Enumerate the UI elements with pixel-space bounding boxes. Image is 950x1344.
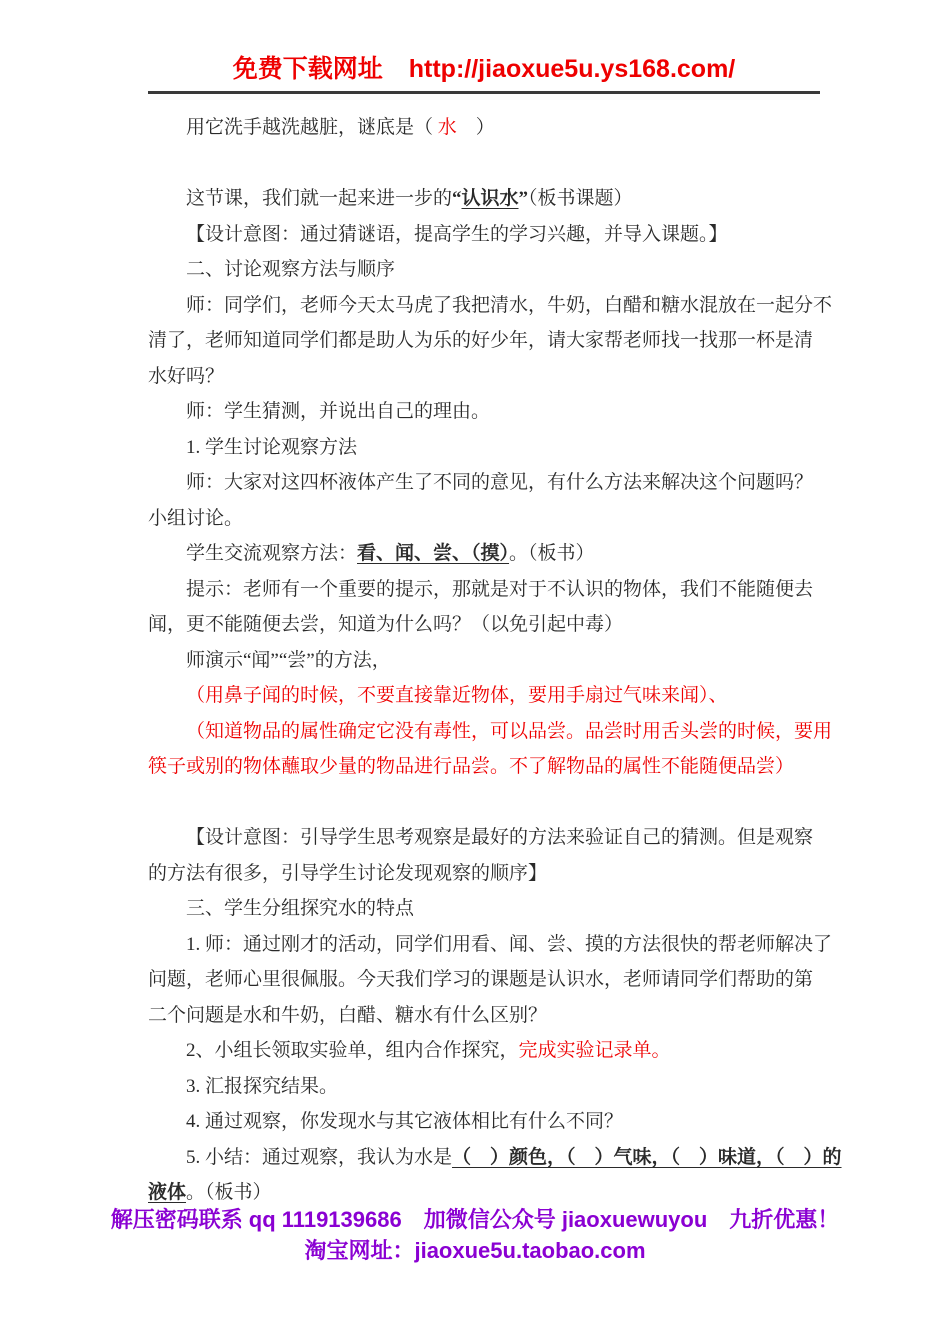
text-line bbox=[148, 323, 824, 359]
text-span: 清了，老师知道同学们都是助人为乐的好少年，请大家帮老师找一找那一杯是清 bbox=[148, 330, 814, 351]
text-span: （板书课题） bbox=[528, 188, 633, 209]
text-span: 二、讨论观察方法与顺序 bbox=[186, 259, 396, 280]
bold-underline-text: 液体 bbox=[148, 1182, 187, 1203]
text-line bbox=[148, 856, 824, 892]
text-line bbox=[148, 501, 824, 537]
text-span: 师演示“闻”“尝”的方法， bbox=[186, 649, 391, 671]
text-span: 【设计意图：引导学生思考观察是最好的方法来验证自己的猜测。但是观察 bbox=[186, 827, 814, 848]
bold-text: ” bbox=[518, 188, 529, 209]
text-line bbox=[148, 785, 824, 821]
document-body bbox=[148, 110, 842, 1211]
free-download-label: 免费下载网址 bbox=[232, 55, 383, 83]
text-line bbox=[148, 536, 824, 572]
bold-text: “ bbox=[452, 188, 462, 209]
red-emphasis-text: 完成实验记录单。 bbox=[518, 1040, 671, 1061]
footer-taobao-url-link[interactable]: 淘宝网址：jiaoxue5u.taobao.com bbox=[304, 1238, 646, 1263]
text-span: 提示：老师有一个重要的提示，那就是对于不认识的物体，我们不能随便去 bbox=[186, 578, 814, 600]
text-line bbox=[148, 394, 824, 430]
text-span: 。（板书） bbox=[509, 543, 595, 564]
text-span: 水好吗？ bbox=[148, 365, 225, 387]
text-line bbox=[148, 714, 833, 750]
text-span: 师：学生猜测，并说出自己的理由。 bbox=[186, 401, 491, 422]
red-emphasis-text: 水 bbox=[437, 117, 457, 138]
bold-underline-text: 看、闻、尝、（摸） bbox=[357, 543, 510, 564]
header-url-link[interactable]: http://jiaoxue5u.ys168.com/ bbox=[408, 55, 736, 83]
text-line bbox=[148, 678, 824, 714]
text-line bbox=[148, 1033, 824, 1069]
text-span: 师：大家对这四杯液体产生了不同的意见，有什么方法来解决这个问题吗？ bbox=[186, 472, 814, 493]
page-header bbox=[148, 54, 820, 94]
text-line bbox=[148, 110, 824, 146]
text-span: 。（板书） bbox=[186, 1182, 272, 1203]
text-span: 5. 小结：通过观察，我认为水是 bbox=[186, 1146, 453, 1168]
text-line bbox=[148, 181, 824, 217]
text-span: 的方法有很多，引导学生讨论发现观察的顺序】 bbox=[148, 862, 548, 884]
text-line bbox=[148, 146, 824, 182]
text-span: 二个问题是水和牛奶，白醋、糖水有什么区别？ bbox=[148, 1004, 548, 1026]
text-line bbox=[148, 288, 833, 324]
text-line bbox=[148, 820, 824, 856]
text-span: 师：同学们，老师今天太马虎了我把清水，牛奶，白醋和糖水混放在一起分不 bbox=[186, 294, 833, 316]
text-span: 3. 汇报探究结果。 bbox=[186, 1075, 339, 1097]
text-line bbox=[148, 998, 824, 1034]
bold-underline-text: 认识水 bbox=[461, 188, 519, 209]
text-line bbox=[148, 1069, 824, 1105]
text-span: 学生交流观察方法： bbox=[186, 543, 358, 564]
text-line bbox=[148, 891, 824, 927]
text-line bbox=[148, 607, 824, 643]
text-span: 2、小组长领取实验单，组内合作探究， bbox=[186, 1040, 519, 1061]
text-line bbox=[148, 359, 824, 395]
text-span: 小组讨论。 bbox=[148, 507, 244, 529]
page-footer bbox=[0, 1204, 950, 1266]
text-line bbox=[148, 962, 824, 998]
bold-underline-text: （ ）颜色，（ ）气味，（ ）味道，（ ）的 bbox=[452, 1146, 842, 1168]
footer-contact-line: 解压密码联系 qq 1119139686 加微信公众号 jiaoxuewuyou 九折优惠！ bbox=[110, 1207, 840, 1232]
text-span: 三、学生分组探究水的特点 bbox=[186, 898, 415, 919]
red-emphasis-text: 筷子或别的物体蘸取少量的物品进行品尝。不了解物品的属性不能随便品尝） bbox=[148, 756, 795, 777]
text-line bbox=[148, 572, 824, 608]
text-line bbox=[148, 430, 824, 466]
text-span: 问题，老师心里很佩服。今天我们学习的课题是认识水，老师请同学们帮助的第 bbox=[148, 969, 814, 990]
text-line bbox=[148, 465, 824, 501]
text-line bbox=[148, 1140, 842, 1176]
red-emphasis-text: （知道物品的属性确定它没有毒性，可以品尝。品尝时用舌头尝的时候，要用 bbox=[186, 720, 833, 742]
text-line bbox=[148, 252, 824, 288]
text-line bbox=[148, 217, 824, 253]
text-span: 1. 师：通过刚才的活动，同学们用看、闻、尝、摸的方法很快的帮老师解决了 bbox=[186, 933, 833, 955]
text-span: 1. 学生讨论观察方法 bbox=[186, 436, 358, 458]
text-line bbox=[148, 643, 824, 679]
red-emphasis-text: （用鼻子闻的时候，不要直接靠近物体，要用手扇过气味来闻）、 bbox=[186, 685, 728, 706]
text-span: 这节课，我们就一起来进一步的 bbox=[186, 188, 453, 209]
text-span: 闻，更不能随便去尝，知道为什么吗？（以免引起中毒） bbox=[148, 614, 624, 635]
text-span: 4. 通过观察，你发现水与其它液体相比有什么不同？ bbox=[186, 1111, 624, 1132]
text-span: ） bbox=[456, 117, 495, 138]
text-line bbox=[148, 927, 833, 963]
text-line bbox=[148, 749, 824, 785]
text-line bbox=[148, 1104, 824, 1140]
text-span: 用它洗手越洗越脏，谜底是（ bbox=[186, 117, 438, 138]
text-span: 【设计意图：通过猜谜语，提高学生的学习兴趣，并导入课题。】 bbox=[186, 223, 728, 245]
